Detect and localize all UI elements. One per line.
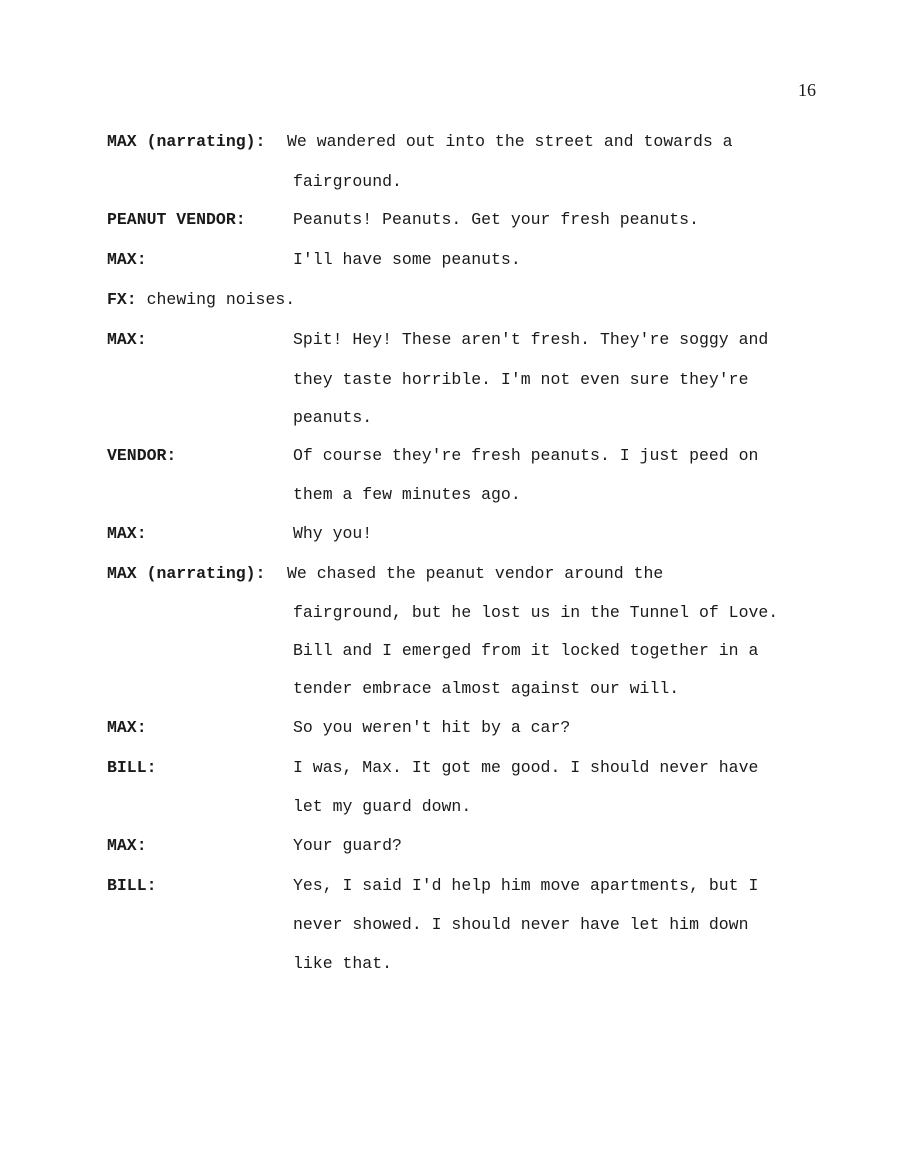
dialogue-line: tender embrace almost against our will.: [293, 679, 680, 698]
dialogue-line: fairground, but he lost us in the Tunnel of Love.: [293, 603, 779, 622]
dialogue-line: I'll have some peanuts.: [293, 250, 521, 269]
dialogue-line: Of course they're fresh peanuts. I just peed on: [293, 446, 759, 465]
dialogue-line: them a few minutes ago.: [293, 485, 521, 504]
dialogue-line: I was, Max. It got me good. I should never have: [293, 758, 759, 777]
dialogue-line: Bill and I emerged from it locked together in a: [293, 641, 759, 660]
dialogue-line: fairground.: [293, 172, 402, 191]
speaker-label: MAX:: [107, 836, 147, 855]
sound-effect-text: chewing noises.: [146, 290, 296, 309]
dialogue-line: like that.: [293, 954, 393, 973]
dialogue-line: never showed. I should never have let him down: [293, 915, 749, 934]
dialogue-line: So you weren't hit by a car?: [293, 718, 571, 737]
speaker-label: MAX:: [107, 718, 147, 737]
dialogue-line: Yes, I said I'd help him move apartments, but I: [293, 876, 759, 895]
speaker-label: FX:: [107, 290, 137, 309]
dialogue-line: Your guard?: [293, 836, 402, 855]
dialogue-line: peanuts.: [293, 408, 373, 427]
speaker-label: MAX (narrating):: [107, 564, 266, 583]
dialogue-line: they taste horrible. I'm not even sure they're: [293, 370, 749, 389]
speaker-label: MAX:: [107, 250, 147, 269]
speaker-label: MAX:: [107, 524, 147, 543]
speaker-label: MAX:: [107, 330, 147, 349]
sound-effect-block: [107, 290, 827, 309]
dialogue-line: let my guard down.: [293, 797, 472, 816]
dialogue-line: We wandered out into the street and towards a: [287, 132, 733, 151]
speaker-label: PEANUT VENDOR:: [107, 210, 246, 229]
dialogue-line: We chased the peanut vendor around the: [287, 564, 664, 583]
speaker-label: BILL:: [107, 758, 157, 777]
speaker-label: MAX (narrating):: [107, 132, 266, 151]
dialogue-line: Why you!: [293, 524, 373, 543]
speaker-label: BILL:: [107, 876, 157, 895]
page-number: 16: [798, 80, 816, 100]
dialogue-line: Spit! Hey! These aren't fresh. They're soggy and: [293, 330, 769, 349]
dialogue-line: Peanuts! Peanuts. Get your fresh peanuts.: [293, 210, 699, 229]
speaker-label: VENDOR:: [107, 446, 177, 465]
